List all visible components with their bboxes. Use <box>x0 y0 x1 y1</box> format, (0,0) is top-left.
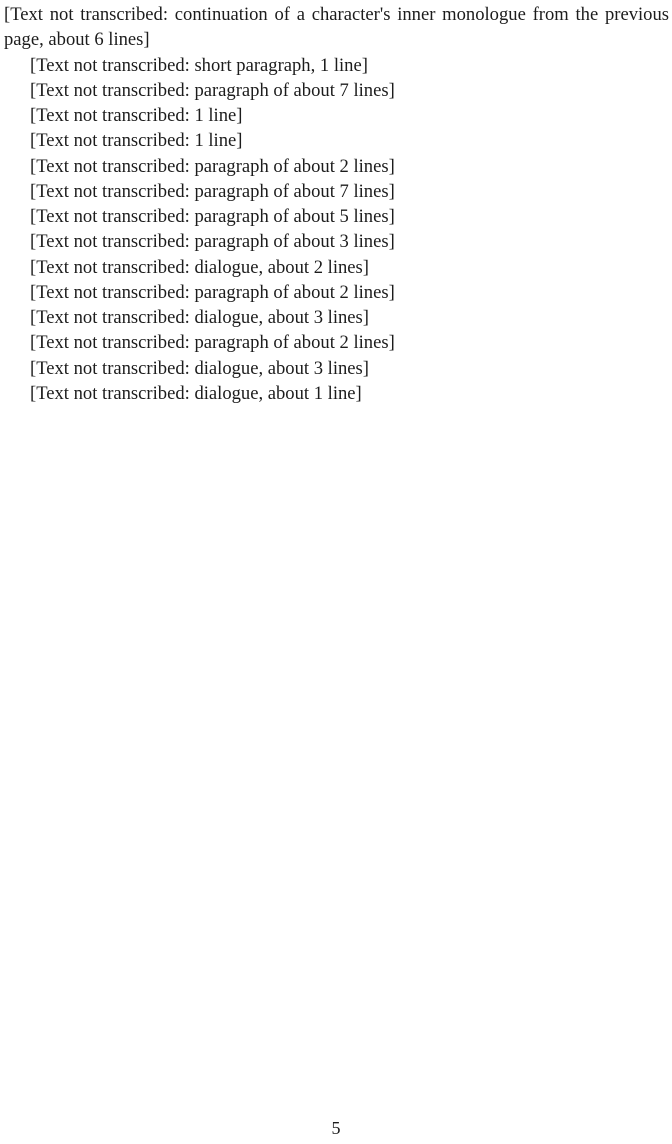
paragraph: [Text not transcribed: dialogue, about 1 line] <box>30 382 362 404</box>
paragraph: [Text not transcribed: 1 line] <box>30 130 243 152</box>
paragraph: [Text not transcribed: 1 line] <box>30 105 243 126</box>
paragraph: [Text not transcribed: paragraph of about 7 lines] <box>30 180 395 202</box>
paragraph: [Text not transcribed: paragraph of about 3 lines] <box>30 231 395 253</box>
paragraph: [Text not transcribed: dialogue, about 3 lines] <box>30 307 369 328</box>
paragraph: [Text not transcribed: paragraph of about 2 lines] <box>30 281 395 303</box>
paragraph: [Text not transcribed: paragraph of about 5 lines] <box>30 206 395 227</box>
paragraph: [Text not transcribed: paragraph of about 7 lines] <box>30 79 395 101</box>
paragraph: [Text not transcribed: paragraph of about 2 lines] <box>30 332 395 354</box>
paragraph: [Text not transcribed: dialogue, about 2 lines] <box>30 256 369 278</box>
page-number: 5 <box>331 1118 341 1138</box>
paragraph: [Text not transcribed: short paragraph, 1 line] <box>30 54 368 76</box>
paragraph: [Text not transcribed: dialogue, about 3 lines] <box>30 357 369 379</box>
paragraph: [Text not transcribed: continuation of a character's inner monologue from the previous page, about 6 lines] <box>4 4 669 51</box>
paragraph: [Text not transcribed: paragraph of about 2 lines] <box>30 155 395 177</box>
